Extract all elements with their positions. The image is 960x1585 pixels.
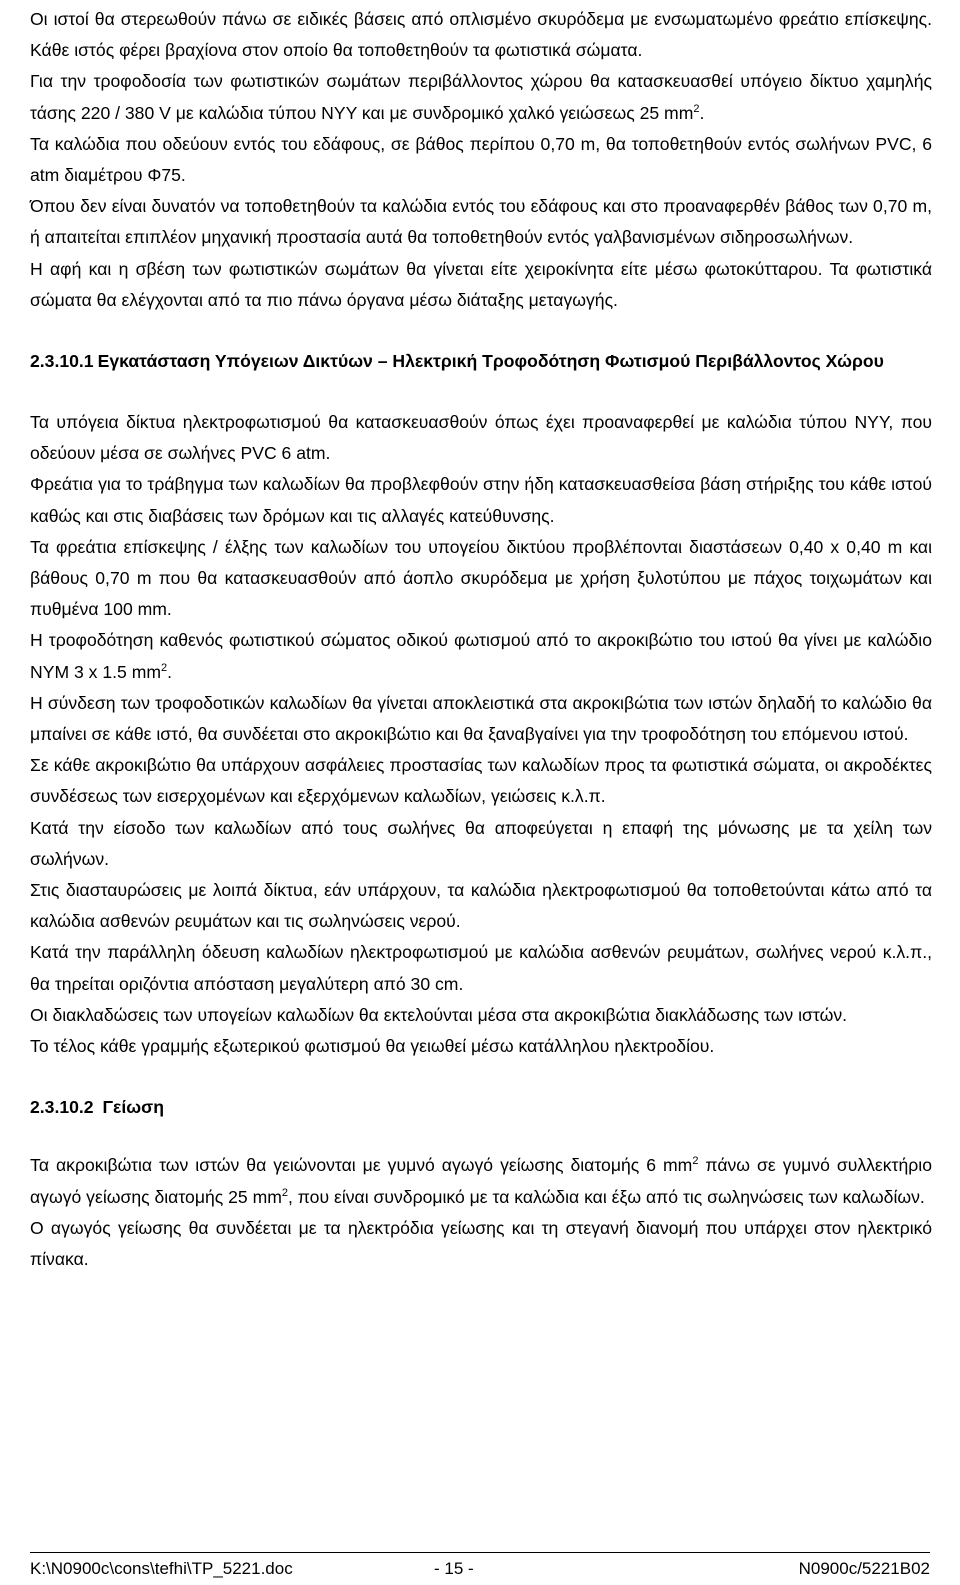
intro-paragraph: Τα καλώδια που οδεύουν εντός του εδάφους, σε βάθος περίπου 0,70 m, θα τοποθετηθούν εντός σωλήνων PVC, 6 atm διαμέτρου Φ75. [30,133,932,186]
section-title: Εγκατάσταση Υπόγειων Δικτύων – Ηλεκτρική Τροφοδότηση Φωτισμού Περιβάλλοντος Χώρου [97,351,884,372]
footer-file-path: K:\N0900c\cons\tefhi\TP_5221.doc [30,1559,293,1578]
body-paragraph: Σε κάθε ακροκιβώτιο θα υπάρχουν ασφάλειες προστασίας των καλωδίων προς τα φωτιστικά σώματα, οι ακροδέκτες συνδέσεως των εισερχομένων και εξερχόμενων καλωδίων, γειώσεις κ.λ.π. [30,755,932,807]
body-paragraph: Οι διακλαδώσεις των υπογείων καλωδίων θα εκτελούνται μέσα στα ακροκιβώτια διακλάδωσης των ιστών. [30,1004,848,1025]
body-paragraph: Το τέλος κάθε γραμμής εξωτερικού φωτισμού θα γειωθεί μέσω κατάλληλου ηλεκτροδίου. [30,1036,715,1057]
body-paragraph: Τα φρεάτια επίσκεψης / έλξης των καλωδίων του υπογείου δικτύου προβλέπονται διαστάσεων 0,40 x 0,40 m και βάθους 0,70 m που θα κατασκευασθούν από άοπλο σκυρόδεμα με χρήση ξυλοτύπου με πάχος τοιχωμάτων και πυθμένα 100 mm. [30,536,932,620]
body-paragraph: Φρεάτια για το τράβηγμα των καλωδίων θα προβλεφθούν στην ήδη κατασκευασθείσα βάση στήριξης του κάθε ιστού καθώς και στις διαβάσεις των δρόμων και τις αλλαγές κατεύθυνσης. [30,474,932,526]
body-text: Η τροφοδότηση καθενός φωτιστικού σώματος οδικού φωτισμού από το ακροκιβώτιο του ιστού θα γίνει με καλώδιο NYM 3 x 1.5 mm [30,630,932,682]
body-text: Τα ακροκιβώτια των ιστών θα γειώνονται με γυμνό αγωγό γείωσης διατομής 6 mm [30,1155,693,1176]
body-text: , που είναι συνδρομικό με τα καλώδια και έξω από τις σωληνώσεις των καλωδίων. [288,1186,925,1207]
section-number: 2.3.10.2 [30,1097,94,1118]
body-paragraph [30,625,932,687]
body-paragraph: Κατά την είσοδο των καλωδίων από τους σωλήνες θα αποφεύγεται η επαφή της μόνωσης με τα χείλη των σωλήνων. [30,817,932,869]
intro-text: Για την τροφοδοσία των φωτιστικών σωμάτων περιβάλλοντος χώρου θα κατασκευασθεί υπόγειο δίκτυο χαμηλής τάσης 220 / 380 V με καλώδια τύπου NYY και με συνδρομικό χαλκό γειώσεως 25 mm [30,71,932,123]
intro-paragraph [30,66,932,128]
section-number: 2.3.10.1 [30,351,94,372]
footer-document-code: N0900c/5221B02 [798,1559,930,1578]
intro-paragraph: Η αφή και η σβέση των φωτιστικών σωμάτων θα γίνεται είτε χειροκίνητα είτε μέσω φωτοκύτταρου. Τα φωτιστικά σώματα θα ελέγχονται από τα πιο πάνω όργανα μέσω διάταξης μεταγωγής. [30,258,932,310]
intro-paragraph: Όπου δεν είναι δυνατόν να τοποθετηθούν τα καλώδια εντός του εδάφους και στο προαναφερθέν βάθος των 0,70 m, ή απαιτείται επιπλέον μηχανική προστασία αυτά θα τοποθετηθούν εντός γαλβανισμένων σιδηροσωλήνων. [30,196,932,248]
body-text-end: . [167,661,173,682]
footer-page-number: - 15 - [434,1559,474,1578]
body-paragraph: Κατά την παράλληλη όδευση καλωδίων ηλεκτροφωτισμού με καλώδια ασθενών ρευμάτων, σωλήνες νερού κ.λ.π., θα τηρείται οριζόντια απόσταση μεγαλύτερη από 30 cm. [30,942,932,994]
intro-text-end: . [699,102,705,123]
section-heading [30,347,932,376]
body-paragraph: Στις διασταυρώσεις με λοιπά δίκτυα, εάν υπάρχουν, τα καλώδια ηλεκτροφωτισμού θα τοποθετούνται κάτω από τα καλώδια ασθενών ρευμάτων και τις σωληνώσεις νερού. [30,880,932,932]
section-title: Γείωση [102,1097,164,1118]
body-paragraph: Η σύνδεση των τροφοδοτικών καλωδίων θα γίνεται αποκλειστικά στα ακροκιβώτια των ιστών δηλαδή το καλώδιο θα μπαίνει σε κάθε ιστό, θα συνδέεται στο ακροκιβώτιο και θα ξαναβγαίνει για την τροφοδότηση του επόμενου ιστού. [30,692,932,745]
section-heading [30,1093,932,1122]
superscript: 2 [693,102,700,115]
body-paragraph [30,1150,932,1212]
page-footer [30,1552,930,1583]
superscript: 2 [281,1186,289,1199]
superscript: 2 [692,1155,699,1168]
intro-paragraph: Οι ιστοί θα στερεωθούν πάνω σε ειδικές βάσεις από οπλισμένο σκυρόδεμα με ενσωματωμένο φρεάτιο επίσκεψης. Κάθε ιστός φέρει βραχίονα στον οποίο θα τοποθετηθούν τα φωτιστικά σώματα. [30,9,932,61]
body-text: πάνω σε γυμνό συλλεκτήριο αγωγό γείωσης διατομής 25 mm [30,1155,932,1207]
superscript: 2 [161,661,168,674]
document-body [30,4,932,1275]
body-paragraph: Ο αγωγός γείωσης θα συνδέεται με τα ηλεκτρόδια γείωσης και τη στεγανή διανομή που υπάρχει στον ηλεκτρικό πίνακα. [30,1217,932,1269]
body-paragraph: Τα υπόγεια δίκτυα ηλεκτροφωτισμού θα κατασκευασθούν όπως έχει προαναφερθεί με καλώδια τύπου NYY, που οδεύουν μέσα σε σωλήνες PVC 6 atm. [30,412,932,464]
